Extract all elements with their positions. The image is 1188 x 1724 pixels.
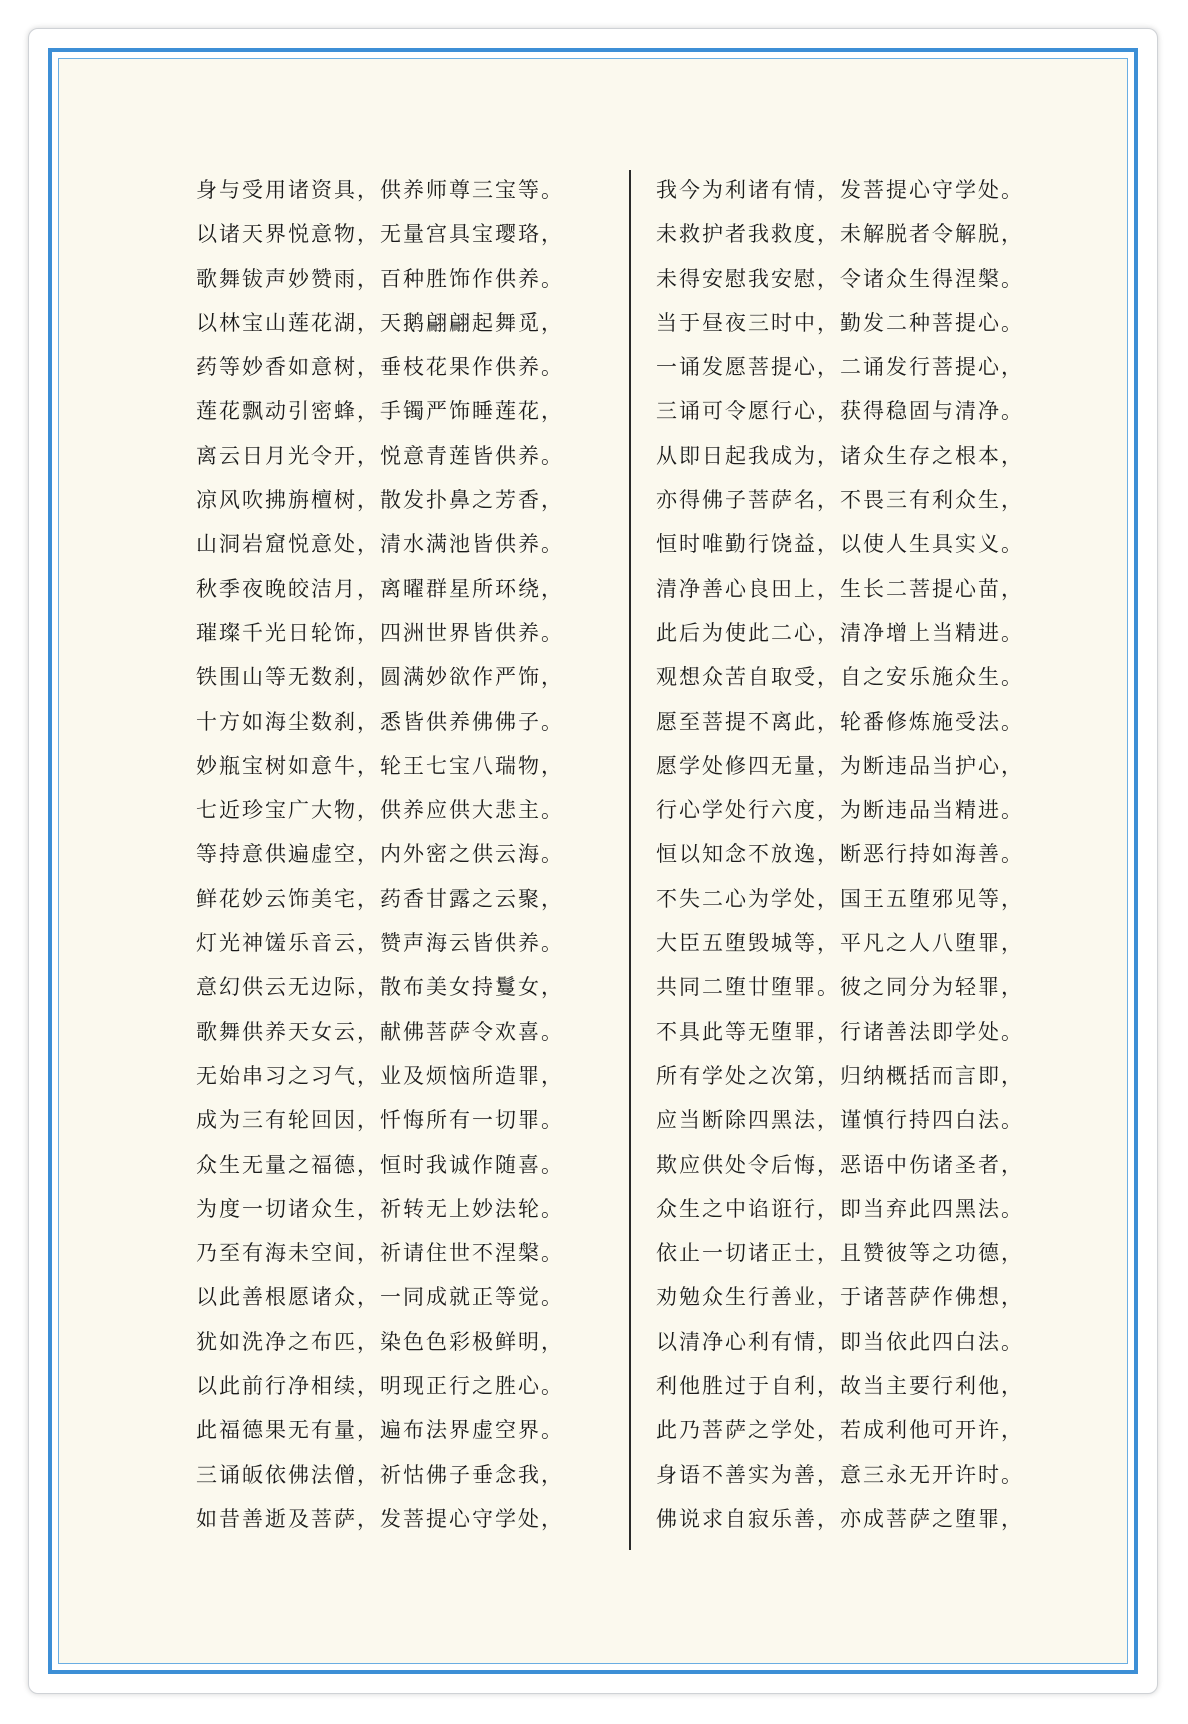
verse-line: 此后为使此二心，清净增上当精进。 [656, 620, 1024, 645]
verse-line: 身语不善实为善，意三永无开许时。 [656, 1462, 1024, 1487]
verse-line: 此福德果无有量，遍布法界虚空界。 [196, 1418, 564, 1443]
verse-line: 药等妙香如意树，垂枝花果作供养。 [196, 355, 564, 380]
verse-line: 恒时唯勤行饶益，以使人生具实义。 [656, 532, 1024, 557]
column-divider [629, 170, 631, 1550]
verse-line: 成为三有轮回因，忏悔所有一切罪。 [196, 1108, 564, 1133]
verse-line: 凉风吹拂旃檀树，散发扑鼻之芳香， [196, 488, 564, 513]
right-text-column [656, 168, 1056, 1541]
verse-line: 妙瓶宝树如意牛，轮王七宝八瑞物， [196, 753, 564, 778]
verse-line: 歌舞钹声妙赞雨，百种胜饰作供养。 [196, 266, 564, 291]
verse-line: 佛说求自寂乐善，亦成菩萨之堕罪， [656, 1506, 1024, 1531]
verse-line: 三诵皈依佛法僧，祈怙佛子垂念我， [196, 1462, 564, 1487]
verse-line: 所有学处之次第，归纳概括而言即， [656, 1063, 1024, 1088]
verse-line: 共同二堕廿堕罪。彼之同分为轻罪， [656, 975, 1024, 1000]
verse-line: 秋季夜晚皎洁月，离曜群星所环绕， [196, 576, 564, 601]
verse-line: 愿学处修四无量，为断违品当护心， [656, 753, 1024, 778]
verse-line: 以林宝山莲花湖，天鹅翩翩起舞觅， [196, 310, 564, 335]
verse-line: 不具此等无堕罪，行诸善法即学处。 [656, 1019, 1024, 1044]
verse-line: 十方如海尘数刹，悉皆供养佛佛子。 [196, 709, 564, 734]
verse-line: 观想众苦自取受，自之安乐施众生。 [656, 665, 1024, 690]
verse-line: 清净善心良田上，生长二菩提心苗， [656, 576, 1024, 601]
verse-line: 应当断除四黑法，谨慎行持四白法。 [656, 1108, 1024, 1133]
verse-line: 未救护者我救度，未解脱者令解脱， [656, 222, 1024, 247]
verse-line: 离云日月光令开，悦意青莲皆供养。 [196, 443, 564, 468]
verse-line: 亦得佛子菩萨名，不畏三有利众生， [656, 488, 1024, 513]
verse-line: 欺应供处令后悔，恶语中伤诸圣者， [656, 1152, 1024, 1177]
verse-line: 七近珍宝广大物，供养应供大悲主。 [196, 798, 564, 823]
verse-line: 为度一切诸众生，祈转无上妙法轮。 [196, 1196, 564, 1221]
verse-line: 鲜花妙云饰美宅，药香甘露之云聚， [196, 886, 564, 911]
verse-line: 意幻供云无边际，散布美女持鬘女， [196, 975, 564, 1000]
verse-line: 一诵发愿菩提心，二诵发行菩提心， [656, 355, 1024, 380]
verse-line: 莲花飘动引密蜂，手镯严饰睡莲花， [196, 399, 564, 424]
verse-line: 歌舞供养天女云，献佛菩萨令欢喜。 [196, 1019, 564, 1044]
verse-line: 行心学处行六度，为断违品当精进。 [656, 798, 1024, 823]
verse-line: 以此前行净相续，明现正行之胜心。 [196, 1374, 564, 1399]
verse-line: 未得安慰我安慰，令诸众生得涅槃。 [656, 266, 1024, 291]
verse-line: 依止一切诸正士，且赞彼等之功德， [656, 1241, 1024, 1266]
left-text-column [196, 168, 596, 1541]
verse-line: 愿至菩提不离此，轮番修炼施受法。 [656, 709, 1024, 734]
verse-line: 三诵可令愿行心，获得稳固与清净。 [656, 399, 1024, 424]
verse-line: 从即日起我成为，诸众生存之根本， [656, 443, 1024, 468]
verse-line: 我今为利诸有情，发菩提心守学处。 [656, 178, 1024, 202]
verse-line: 众生之中谄诳行，即当弃此四黑法。 [656, 1196, 1024, 1221]
verse-line: 大臣五堕毁城等，平凡之人八堕罪， [656, 931, 1024, 956]
verse-line: 以此善根愿诸众，一同成就正等觉。 [196, 1285, 564, 1310]
verse-line: 众生无量之福德，恒时我诚作随喜。 [196, 1152, 564, 1177]
verse-line: 犹如洗净之布匹，染色色彩极鲜明， [196, 1329, 564, 1354]
verse-line: 璀璨千光日轮饰，四洲世界皆供养。 [196, 620, 564, 645]
verse-line: 以清净心利有情，即当依此四白法。 [656, 1329, 1024, 1354]
verse-line: 灯光神馐乐音云，赞声海云皆供养。 [196, 931, 564, 956]
verse-line: 如昔善逝及菩萨，发菩提心守学处， [196, 1506, 564, 1531]
verse-line: 等持意供遍虚空，内外密之供云海。 [196, 842, 564, 867]
verse-line: 当于昼夜三时中，勤发二种菩提心。 [656, 310, 1024, 335]
verse-line: 乃至有海未空间，祈请住世不涅槃。 [196, 1241, 564, 1266]
verse-line: 身与受用诸资具，供养师尊三宝等。 [196, 178, 564, 202]
verse-line: 恒以知念不放逸，断恶行持如海善。 [656, 842, 1024, 867]
verse-line: 山洞岩窟悦意处，清水满池皆供养。 [196, 532, 564, 557]
verse-line: 不失二心为学处，国王五堕邪见等， [656, 886, 1024, 911]
verse-line: 以诸天界悦意物，无量宫具宝璎珞， [196, 222, 564, 247]
verse-line: 劝勉众生行善业，于诸菩萨作佛想， [656, 1285, 1024, 1310]
verse-line: 利他胜过于自利，故当主要行利他， [656, 1374, 1024, 1399]
verse-line: 铁围山等无数刹，圆满妙欲作严饰， [196, 665, 564, 690]
verse-line: 无始串习之习气，业及烦恼所造罪， [196, 1063, 564, 1088]
verse-line: 此乃菩萨之学处，若成利他可开许， [656, 1418, 1024, 1443]
